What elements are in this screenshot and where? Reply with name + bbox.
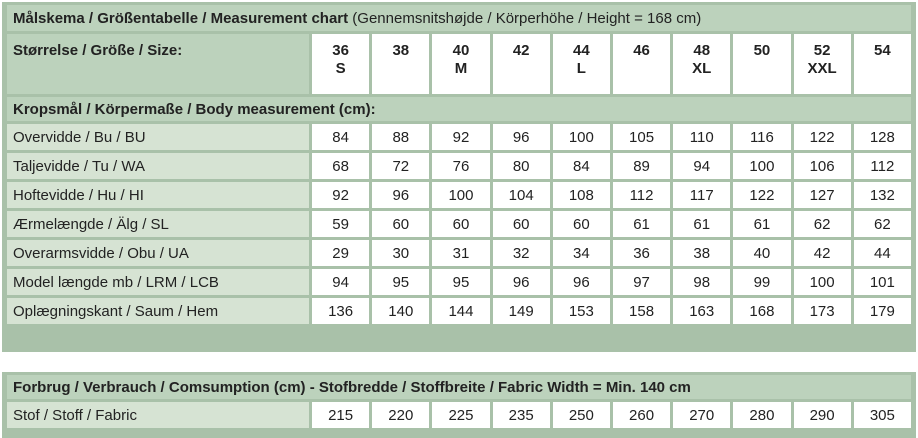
fabric-cell: 260 (613, 402, 670, 428)
table-cell: 84 (553, 153, 610, 179)
size-number: 36 (332, 42, 349, 59)
size-letter: M (454, 60, 468, 77)
size-number: 50 (753, 42, 771, 59)
table-cell: 136 (312, 298, 369, 324)
table-cell: 59 (312, 211, 369, 237)
table-cell: 72 (372, 153, 429, 179)
table-cell: 62 (794, 211, 851, 237)
table-cell: 44 (854, 240, 911, 266)
body-section-title: Kropsmål / Körpermaße / Body measurement (cm): (7, 97, 911, 121)
size-row (7, 34, 911, 94)
consumption-title-row (7, 375, 911, 399)
table-cell: 60 (372, 211, 429, 237)
table-cell: 61 (733, 211, 790, 237)
row-label: Overvidde / Bu / BU (7, 124, 309, 150)
table-cell: 173 (794, 298, 851, 324)
table-cell: 40 (733, 240, 790, 266)
table-cell: 60 (553, 211, 610, 237)
consumption-table (4, 372, 914, 431)
table-cell: 98 (673, 269, 730, 295)
table-cell: 179 (854, 298, 911, 324)
title-row (7, 5, 911, 31)
size-number: 54 (874, 42, 891, 59)
table-cell: 127 (794, 182, 851, 208)
size-col-46 (613, 34, 670, 94)
table-cell: 31 (432, 240, 489, 266)
row-label: Overarmsvidde / Obu / UA (7, 240, 309, 266)
table-cell: 140 (372, 298, 429, 324)
table-cell: 96 (553, 269, 610, 295)
fabric-label: Stof / Stoff / Fabric (7, 402, 309, 428)
table-cell: 128 (854, 124, 911, 150)
size-letter: L (576, 60, 586, 77)
table-cell: 95 (432, 269, 489, 295)
fabric-cell: 280 (733, 402, 790, 428)
fabric-cell: 235 (493, 402, 550, 428)
row-label: Oplægningskant / Saum / Hem (7, 298, 309, 324)
size-col-54 (854, 34, 911, 94)
table-cell: 80 (493, 153, 550, 179)
table-row (7, 124, 911, 150)
chart-title-main: Målskema / Größentabelle / Measurement chart (13, 9, 349, 27)
row-label: Ærmelængde / Älg / SL (7, 211, 309, 237)
table-cell: 100 (794, 269, 851, 295)
table-cell: 96 (493, 269, 550, 295)
table-cell: 149 (493, 298, 550, 324)
size-number: 44 (573, 42, 590, 59)
chart-title (7, 5, 911, 31)
table-cell: 30 (372, 240, 429, 266)
table-cell: 89 (613, 153, 670, 179)
table-cell: 101 (854, 269, 911, 295)
size-number: 52 (813, 42, 831, 59)
table-cell: 100 (553, 124, 610, 150)
size-col-40 (432, 34, 489, 94)
table-row (7, 298, 911, 324)
size-number: 38 (392, 42, 410, 59)
table-cell: 95 (372, 269, 429, 295)
table-cell: 92 (312, 182, 369, 208)
table-cell: 144 (432, 298, 489, 324)
table-cell: 34 (553, 240, 610, 266)
table-cell: 29 (312, 240, 369, 266)
table-cell: 108 (553, 182, 610, 208)
table-cell: 96 (372, 182, 429, 208)
size-col-52 (794, 34, 851, 94)
table-cell: 122 (794, 124, 851, 150)
table-cell: 96 (493, 124, 550, 150)
size-label: Størrelse / Größe / Size: (7, 34, 309, 94)
table-row (7, 211, 911, 237)
chart-title-height: (Gennemsnitshøjde / Körperhöhe / Height = 168 cm) (352, 9, 702, 27)
table-row (7, 240, 911, 266)
table-cell: 94 (312, 269, 369, 295)
table-cell: 110 (673, 124, 730, 150)
table-cell: 60 (432, 211, 489, 237)
table-cell: 94 (673, 153, 730, 179)
table-cell: 100 (733, 153, 790, 179)
table-cell: 106 (794, 153, 851, 179)
table-row (7, 182, 911, 208)
table-cell: 122 (733, 182, 790, 208)
row-label: Taljevidde / Tu / WA (7, 153, 309, 179)
fabric-row (7, 402, 911, 428)
fabric-cell: 225 (432, 402, 489, 428)
size-letter: S (335, 60, 346, 77)
fabric-cell: 290 (794, 402, 851, 428)
fabric-cell: 215 (312, 402, 369, 428)
size-col-42 (493, 34, 550, 94)
table-cell: 38 (673, 240, 730, 266)
row-label: Hoftevidde / Hu / HI (7, 182, 309, 208)
table-cell: 116 (733, 124, 790, 150)
size-col-50 (733, 34, 790, 94)
table-cell: 153 (553, 298, 610, 324)
table-cell: 132 (854, 182, 911, 208)
fabric-cell: 220 (372, 402, 429, 428)
size-letter: XL (692, 60, 712, 77)
table-cell: 105 (613, 124, 670, 150)
table-cell: 61 (673, 211, 730, 237)
size-col-44 (553, 34, 610, 94)
table-cell: 88 (372, 124, 429, 150)
table-cell: 68 (312, 153, 369, 179)
table-row (7, 269, 911, 295)
size-col-38 (372, 34, 429, 94)
size-col-36 (312, 34, 369, 94)
size-number: 40 (452, 42, 470, 59)
table-cell: 84 (312, 124, 369, 150)
table-cell: 36 (613, 240, 670, 266)
consumption-title: Forbrug / Verbrauch / Comsumption (cm) - Stofbredde / Stoffbreite / Fabric Width = Min. 140 cm (7, 375, 911, 399)
table-row (7, 153, 911, 179)
fabric-cell: 305 (854, 402, 911, 428)
fabric-cell: 250 (553, 402, 610, 428)
body-section-row (7, 97, 911, 121)
size-number: 42 (512, 42, 530, 59)
table-cell: 112 (613, 182, 670, 208)
table-cell: 163 (673, 298, 730, 324)
table-cell: 60 (493, 211, 550, 237)
table-cell: 62 (854, 211, 911, 237)
table-cell: 100 (432, 182, 489, 208)
size-letter: XXL (807, 60, 837, 77)
table-cell: 61 (613, 211, 670, 237)
size-number: 46 (633, 42, 650, 59)
measurement-table (4, 2, 914, 327)
table-cell: 92 (432, 124, 489, 150)
table-cell: 97 (613, 269, 670, 295)
table-cell: 158 (613, 298, 670, 324)
size-col-48 (673, 34, 730, 94)
row-label: Model længde mb / LRM / LCB (7, 269, 309, 295)
table-cell: 168 (733, 298, 790, 324)
fabric-cell: 270 (673, 402, 730, 428)
table-cell: 112 (854, 153, 911, 179)
table-cell: 117 (673, 182, 730, 208)
table-cell: 42 (794, 240, 851, 266)
table-cell: 104 (493, 182, 550, 208)
table-cell: 32 (493, 240, 550, 266)
table-cell: 99 (733, 269, 790, 295)
size-number: 48 (693, 42, 711, 59)
table-cell: 76 (432, 153, 489, 179)
